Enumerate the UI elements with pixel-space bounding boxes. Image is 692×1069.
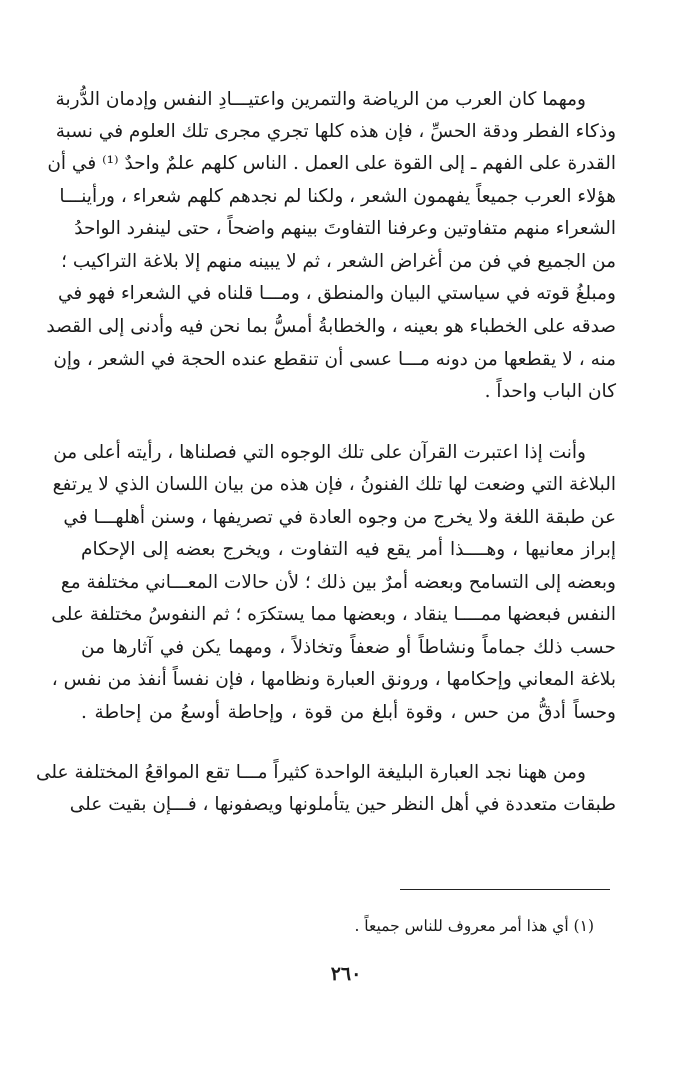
paragraph-1-line-1: ومهما كان العرب من الرياضة والتمرين واعتيـــادِ النفس وإدمان الدُّربة bbox=[55, 89, 586, 110]
paragraph-2-line-4: إبراز معانيها ، وهــــذا أمر يقع فيه التفاوت ، ويخرج بعضه إلى الإحكام bbox=[81, 539, 616, 560]
footnote: (١) أي هذا أمر معروف للناس جميعاً . bbox=[354, 917, 594, 935]
footnote-separator bbox=[400, 889, 610, 890]
paragraph-2-line-6: النفس فبعضها ممــــا ينقاد ، وبعضها مما يستكرَه ؛ ثم النفوسُ مختلفة على bbox=[51, 604, 616, 625]
paragraph-2-line-8: بلاغة المعاني وإحكامها ، ورونق العبارة ونظامها ، فإن نفساً أنفذ من نفس ، bbox=[51, 669, 616, 690]
page-number: ٢٦٠ bbox=[330, 963, 362, 985]
paragraph-1-line-8: صدقه على الخطباء هو بعينه ، والخطابةُ أمسُّ بما نحن فيه وأدنى إلى القصد bbox=[46, 316, 616, 337]
paragraph-1-line-3: القدرة على الفهم ـ إلى القوة على العمل . الناس كلهم علمٌ واحدٌ ⁽¹⁾ في أن bbox=[47, 153, 616, 174]
paragraph-2-line-5: وبعضه إلى التسامح وبعضه أمرٌ بين ذلك ؛ لأن حالات المعـــاني مختلفة مع bbox=[60, 572, 616, 593]
paragraph-1-line-9: منه ، لا يقطعها من دونه مـــا عسى أن تنقطع عنده الحجة في الشعر ، وإن bbox=[53, 349, 616, 370]
paragraph-1-line-7: ومبلغُ قوته في سياستي البيان والمنطق ، ومـــا قلناه في الشعراء فهو في bbox=[58, 283, 616, 304]
paragraph-3-line-1: ومن ههنا نجد العبارة البليغة الواحدة كثيراً مـــا تقع المواقعُ المختلفة على bbox=[35, 762, 586, 783]
paragraph-2-line-9: وحساً أدقُّ من حس ، وقوة أبلغ من قوة ، وإحاطة أوسعُ من إحاطة . bbox=[81, 702, 616, 723]
paragraph-1-line-4: هؤلاء العرب جميعاً يفهمون الشعر ، ولكنا لم نجدهم كلهم شعراء ، ورأينـــا bbox=[59, 186, 616, 207]
paragraph-2-line-2: البلاغة التي وضعت لها تلك الفنونُ ، فإن هذه من بيان اللسان الذي لا يرتفع bbox=[52, 474, 616, 495]
paragraph-1-line-6: من الجميع في فن من أغراض الشعر ، ثم لا يبينه منهم إلا بلاغة التراكيب ؛ bbox=[61, 251, 616, 272]
paragraph-2-line-7: حسب ذلك جماماً ونشاطاً أو ضعفاً وتخاذلاً ، ومهما يكن في آثارها من bbox=[81, 637, 616, 658]
paragraph-2-line-3: عن طبقة اللغة ولا يخرج من وجوه العادة في تصريفها ، وسنن أهلهـــا في bbox=[63, 507, 616, 528]
paragraph-1-line-2: وذكاء الفطر ودقة الحسِّ ، فإن هذه كلها تجري مجرى تلك العلوم في نسبة bbox=[55, 121, 616, 142]
paragraph-2-line-1: وأنت إذا اعتبرت القرآن على تلك الوجوه التي فصلناها ، رأيته أعلى من bbox=[53, 442, 586, 463]
paragraph-1-line-5: الشعراء منهم متفاوتين وعرفنا التفاوتَ بينهم واضحاً ، حتى لينفرد الواحدُ bbox=[74, 218, 616, 239]
paragraph-3-line-2: طبقات متعددة في أهل النظر حين يتأملونها ويصفونها ، فـــإن بقيت على bbox=[69, 794, 616, 815]
paragraph-1-line-10: كان الباب واحداً . bbox=[484, 381, 616, 402]
